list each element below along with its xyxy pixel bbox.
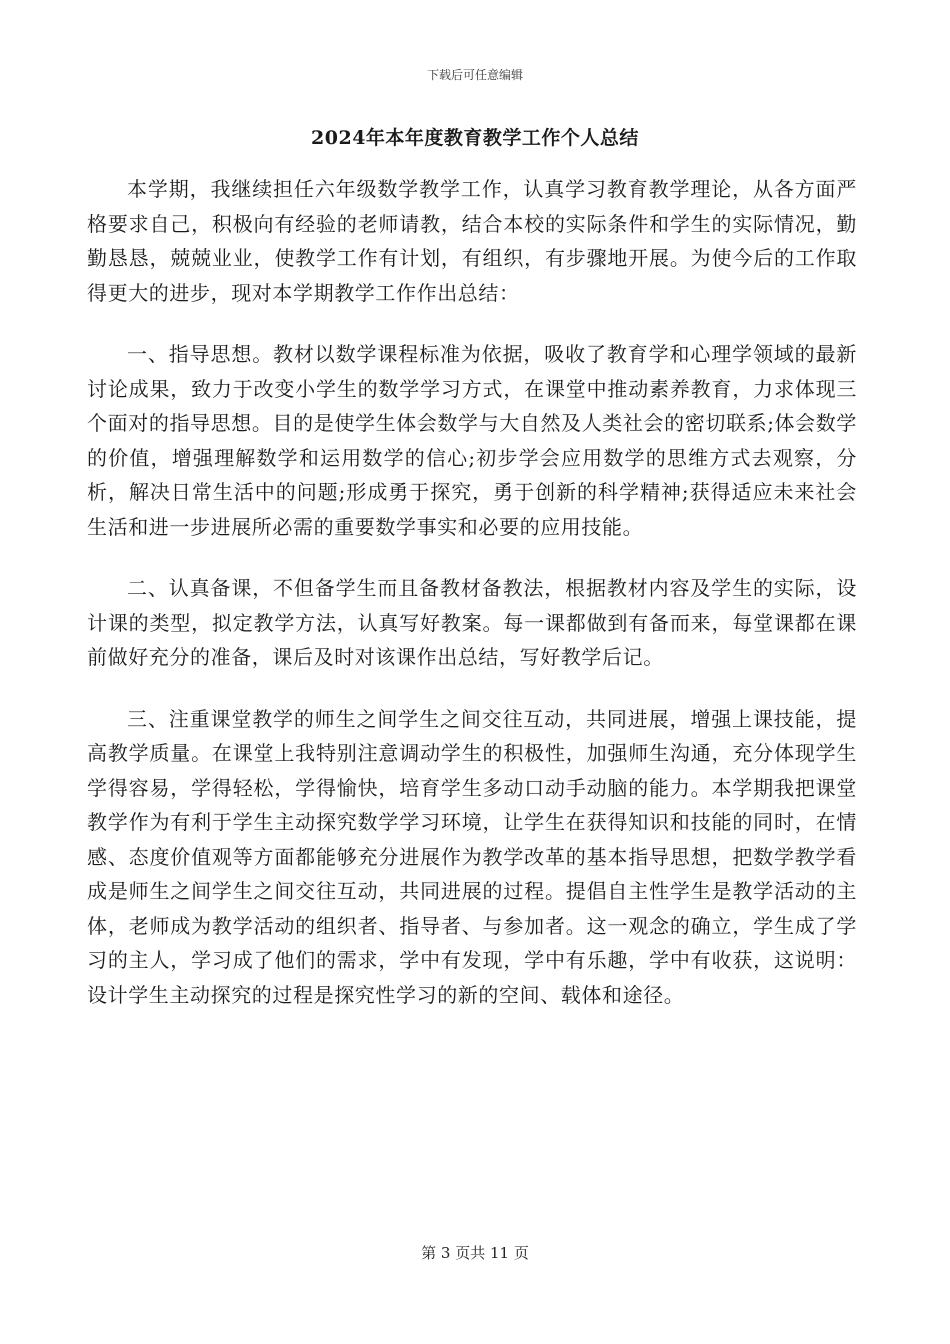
document-body [87, 172, 857, 1039]
paragraph-lesson-preparation: 二、认真备课，不但备学生而且备教材备教法，根据教材内容及学生的实际，设计课的类型，拟定教学方法，认真写好教案。每一课都做到有备而来，每堂课都在课前做好充分的准备，课后及时对该课作出总结，写好教学后记。 [87, 576, 857, 669]
paragraph-classroom-teaching: 三、注重课堂教学的师生之间学生之间交往互动，共同进展，增强上课技能，提高教学质量。在课堂上我特别注意调动学生的积极性，加强师生沟通，充分体现学生学得容易，学得轻松，学得愉快，培育学生多动口动手动脑的能力。本学期我把课堂教学作为有利于学生主动探究数学学习环境，让学生在获得知识和技能的同时，在情感、态度价值观等方面都能够充分进展作为教学改革的基本指导思想，把数学教学看成是师生之间学生之间交往互动，共同进展的过程。提倡自主性学生是教学活动的主体，老师成为教学活动的组织者、指导者、与参加者。这一观念的确立，学生成了学习的主人，学习成了他们的需求，学中有发现，学中有乐趣，学中有收获，这说明：设计学生主动探究的过程是探究性学习的新的空间、载体和途径。 [87, 706, 857, 1007]
document-title: 2024年本年度教育教学工作个人总结 [311, 127, 639, 149]
paragraph-intro: 本学期，我继续担任六年级数学教学工作，认真学习教育教学理论，从各方面严格要求自己，积极向有经验的老师请教，结合本校的实际条件和学生的实际情况，勤勤恳恳，兢兢业业，使教学工作有计划，有组织，有步骤地开展。为使今后的工作取得更大的进步，现对本学期教学工作作出总结： [87, 177, 857, 305]
paragraph-guiding-ideology: 一、指导思想。教材以数学课程标准为依据，吸收了教育学和心理学领域的最新讨论成果，致力于改变小学生的数学学习方式，在课堂中推动素养教育，力求体现三个面对的指导思想。目的是使学生体会数学与大自然及人类社会的密切联系;体会数学的价值，增强理解数学和运用数学的信心;初步学会应用数学的思维方式去观察，分析，解决日常生活中的问题;形成勇于探究，勇于创新的科学精神;获得适应未来社会生活和进一步进展所必需的重要数学事实和必要的应用技能。 [87, 342, 857, 539]
page-number: 第 3 页共 11 页 [421, 1244, 529, 1262]
page-header-note: 下载后可任意编辑 [426, 68, 523, 82]
